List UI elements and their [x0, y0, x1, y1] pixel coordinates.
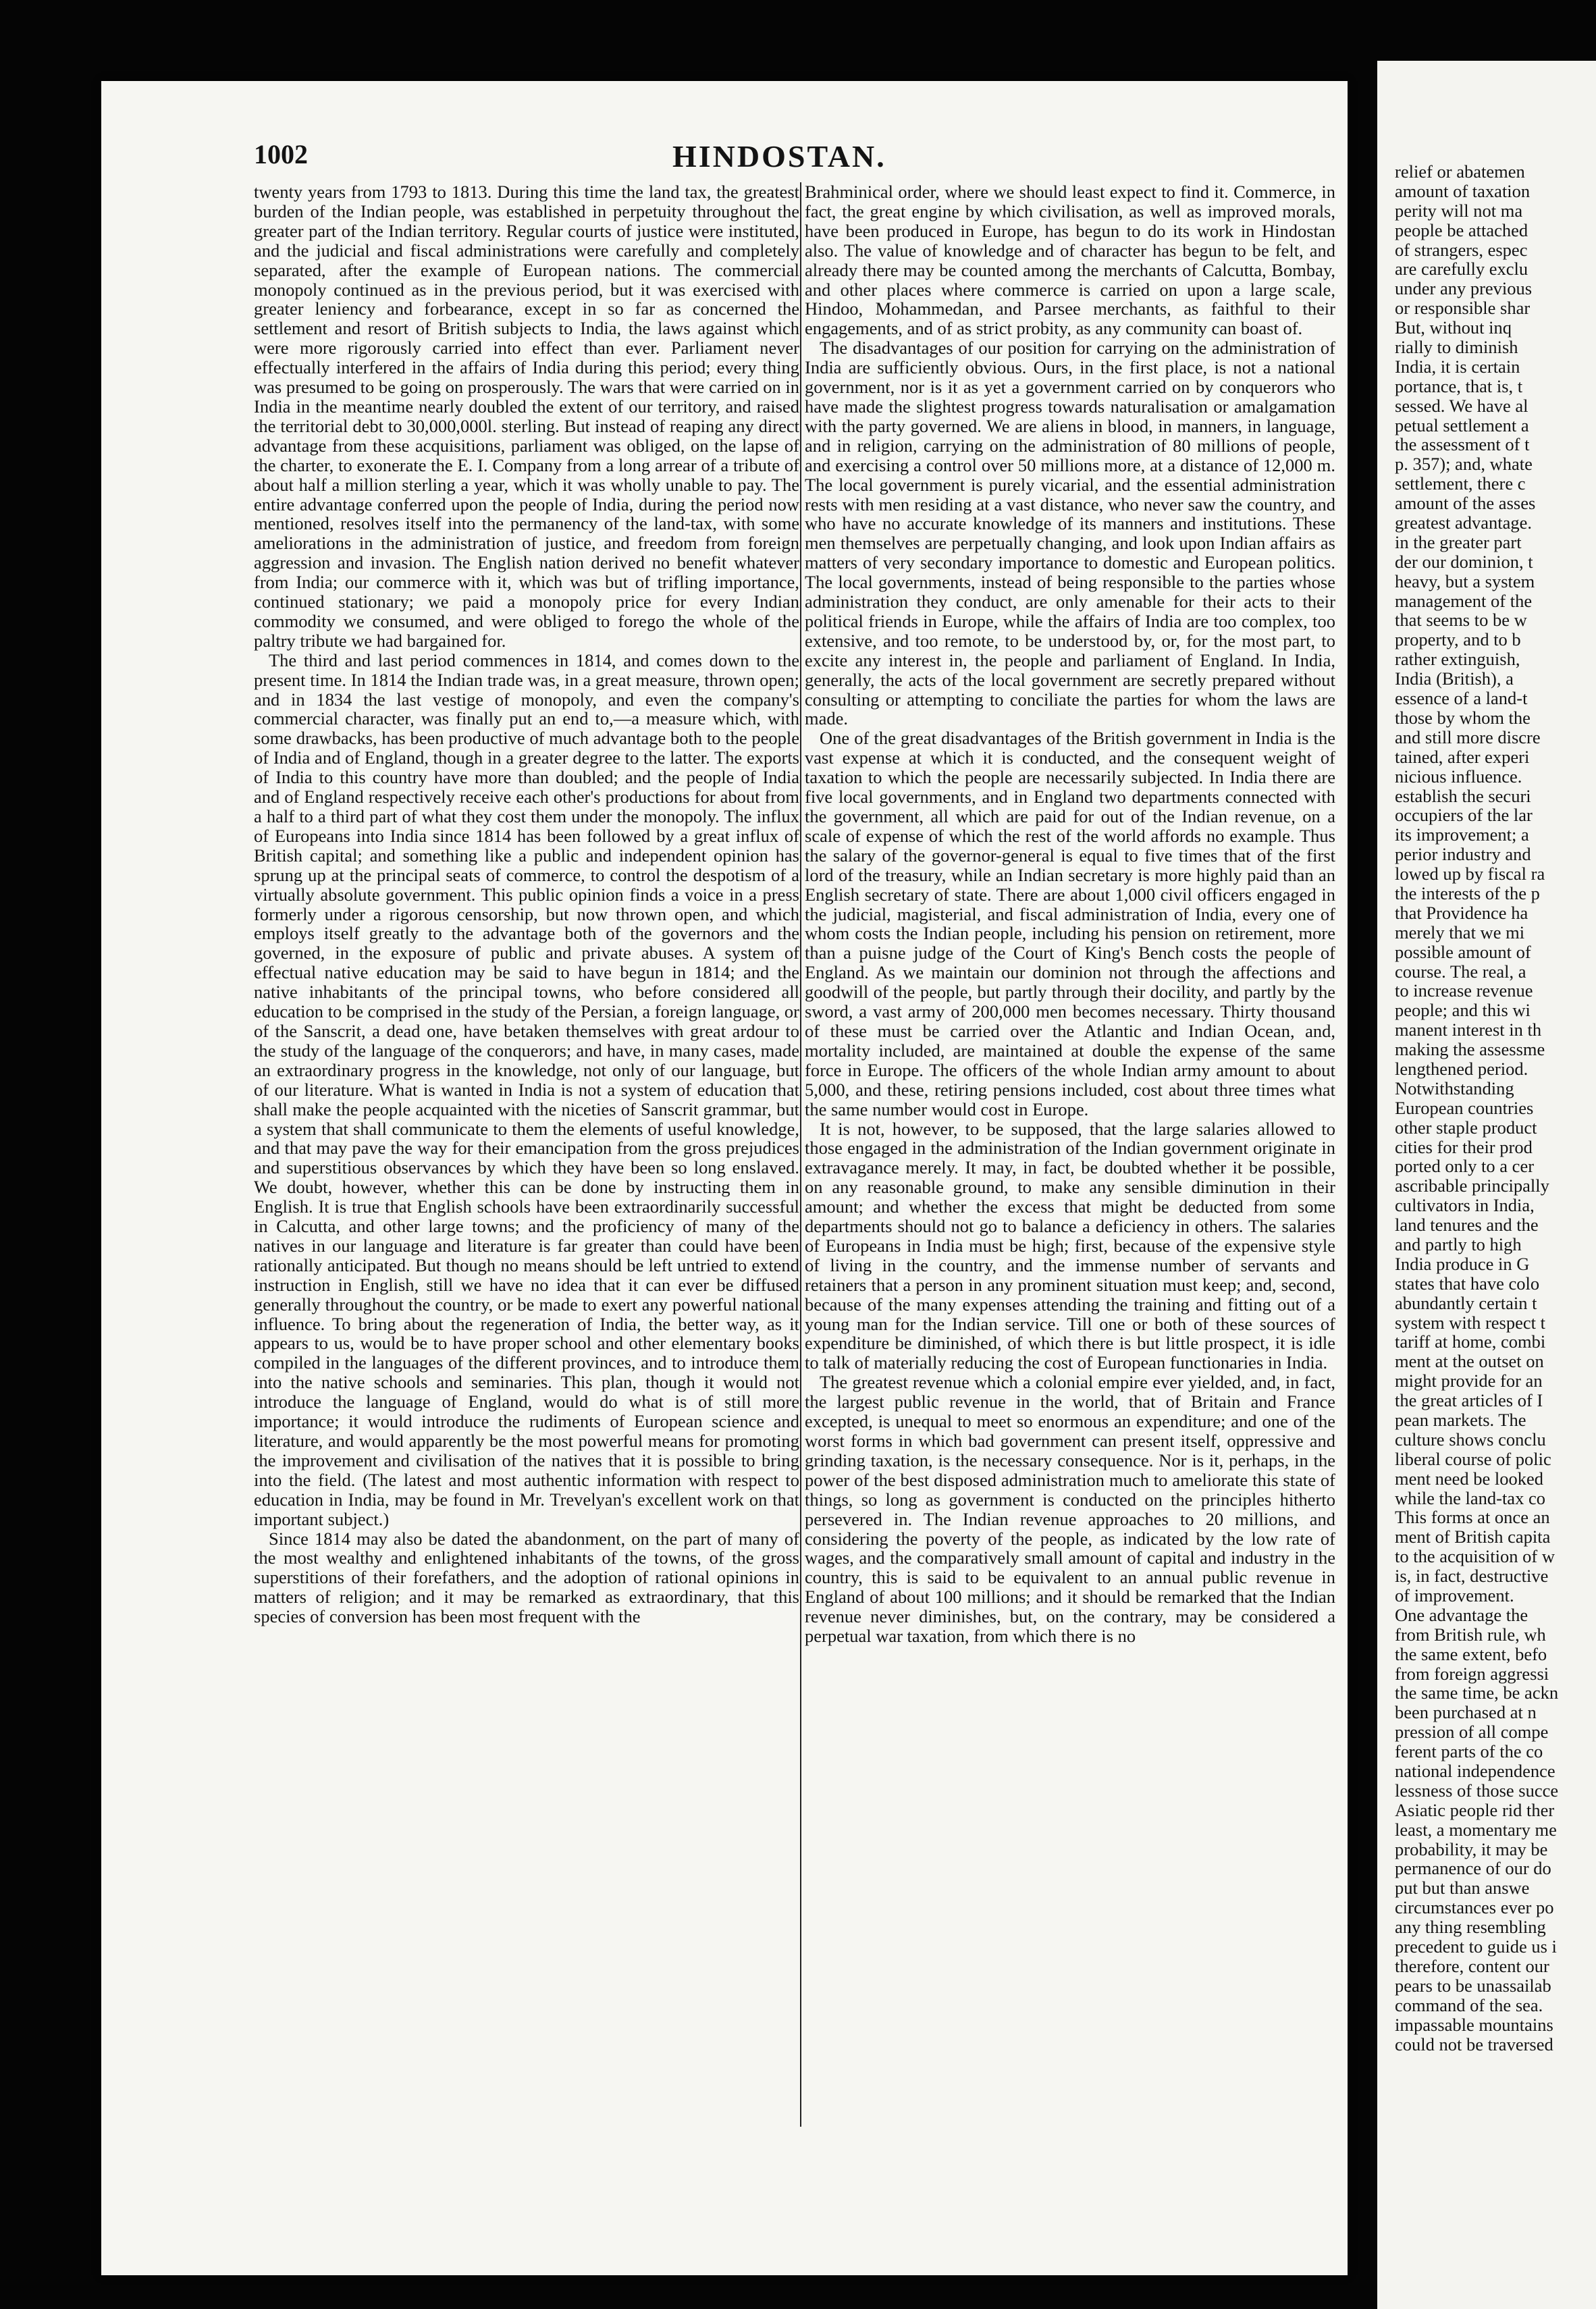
text-line: cities for their prod: [1395, 1136, 1533, 1157]
text-line: precedent to guide us i: [1395, 1936, 1557, 1957]
text-line: European countries: [1395, 1097, 1534, 1118]
text-line: der our dominion, t: [1395, 551, 1533, 572]
page-header: [254, 138, 1334, 179]
text-line: establish the securi: [1395, 785, 1531, 806]
text-line: greatest advantage.: [1395, 512, 1533, 533]
text-line: from foreign aggressi: [1395, 1663, 1549, 1684]
text-line: making the assessme: [1395, 1039, 1545, 1060]
text-line: ferent parts of the co: [1395, 1741, 1543, 1762]
text-line: that seems to be w: [1395, 610, 1527, 631]
text-line: amount of the asses: [1395, 493, 1536, 514]
text-line: culture shows conclu: [1395, 1429, 1546, 1450]
paragraph: Brahminical order, where we should least expect to find it. Commerce, in fact, the great engine by which civilisation, as well as improved morals, have been produced in Europe, has begun to do its work in Hindostan also. The value of knowledge and of character has begun to be felt, and already there may be counted among the merchants of Calcutta, Bombay, and other places where commerce is carried on upon a large scale, Hindoo, Mohammedan, and Parsee merchants, as faithful to their engagements, and of as strict probity, as any community can boast of.: [805, 182, 1335, 339]
text-line: heavy, but a system: [1395, 570, 1535, 591]
text-column-right: [805, 182, 1335, 2133]
text-line: ascribable principally: [1395, 1175, 1549, 1196]
text-line: those by whom the: [1395, 707, 1531, 728]
text-line: ment at the outset on: [1395, 1351, 1544, 1372]
text-line: that Providence ha: [1395, 902, 1528, 923]
text-line: people; and this wi: [1395, 1000, 1531, 1021]
text-line: cultivators in India,: [1395, 1195, 1535, 1216]
facing-page-text: [1395, 162, 1596, 2054]
text-line: India, it is certain: [1395, 356, 1520, 377]
text-line: to increase revenue: [1395, 980, 1533, 1001]
text-line: from British rule, wh: [1395, 1624, 1546, 1645]
running-title: HINDOSTAN.: [672, 139, 886, 174]
text-line: liberal course of polic: [1395, 1448, 1551, 1469]
text-line: the same time, be ackn: [1395, 1682, 1559, 1703]
text-line: occupiers of the lar: [1395, 805, 1533, 826]
paragraph: The disadvantages of our position for carrying on the administration of India are sufficiently obvious. Ours, in the first place, is not a national government, nor is it as yet a government carried on by conquerors who have made the slightest progress towards naturalisation or amalgamation with the party governed. We are aliens in blood, in manners, in language, and in religion, carrying on the administration of 80 millions of people, and exercising a control over 50 millions more, at a distance of 12,000 m. The local government is purely vicarial, and the essential administration rests with men residing at a vast distance, who never saw the country, and who have no accurate knowledge of its manners and institutions. These men themselves are perpetually changing, and look upon Indian affairs as matters of very secondary importance to domestic and European politics. The local governments, instead of being responsible to the parties whose administration they conduct, are only amenable for their acts to their political friends in Europe, while the affairs of India are too complex, too extensive, and too remote, to be understood by, or, for the most part, to excite any interest in, the people and parliament of England. In India, generally, the acts of the local government are secretly prepared without consulting or attempting to conciliate the parties for whom the laws are made.: [805, 338, 1335, 729]
text-line: while the land-tax co: [1395, 1487, 1545, 1508]
text-line: probability, it may be: [1395, 1838, 1548, 1859]
text-line: merely that we mi: [1395, 922, 1525, 943]
text-line: and partly to high: [1395, 1233, 1522, 1254]
text-line: is, in fact, destructive: [1395, 1566, 1549, 1587]
text-line: therefore, content our: [1395, 1955, 1549, 1976]
text-line: sessed. We have al: [1395, 395, 1528, 416]
text-line: lowed up by fiscal ra: [1395, 864, 1545, 884]
text-line: amount of taxation: [1395, 180, 1531, 201]
text-line: lessness of those succe: [1395, 1780, 1559, 1801]
text-line: pression of all compe: [1395, 1722, 1549, 1743]
text-line: and still more discre: [1395, 726, 1541, 747]
facing-page-fragment: [1377, 61, 1596, 2309]
text-line: perity will not ma: [1395, 200, 1523, 221]
text-line: might provide for an: [1395, 1371, 1543, 1391]
paragraph: The third and last period commences in 1814, and comes down to the present time. In 1814 the Indian trade was, in a great measure, thrown open; and in 1834 the last vestige of monopoly, and even the company's commercial character, was finally put an end to,—a measure which, with some drawbacks, has been productive of much advantage both to the people of India and of England, though in a greater degree to the latter. The exports of India to this country have more than doubled; and the people of India and of England respectively receive each other's productions for about from a half to a third part of what they cost them under the monopoly. The influx of Europeans into India since 1814 has been followed by a great influx of British capital; and something like a public and independent opinion has sprung up at the principal seats of commerce, to control the despotism of a virtually absolute government. This public opinion finds a voice in a press formerly under a rigorous censorship, but now thrown open, and which employs itself greatly to the advantage both of the governors and the governed, in the exposure of public and private abuses. A system of effectual native education may be said to have begun in 1814; and the native inhabitants of the principal towns, who before considered all education to be comprised in the study of the Persian, a foreign language, or of the Sanscrit, a dead one, have betaken themselves with great ardour to the study of the language of the conquerors; and have, in many cases, made an extraordinary progress in the knowledge, not only of our language, but of our literature. What is wanted in India is not a system of education that shall make the people acquainted with the niceties of Sanscrit grammar, but a system that shall communicate to them the elements of useful knowledge, and that may pave the way for their emancipation from the gross prejudices and superstitious observances by which they have been so long enslaved. We doubt, however, whether this can be done by instructing them in English. It is true that English schools have been extraordinarily successful in Calcutta, and other large towns; and the proficiency of many of the natives in our language and literature is far greater than could have been rationally anticipated. But though no means should be left untried to extend instruction in English, still we have no idea that it can ever be diffused generally throughout the country, or be made to exert any powerful national influence. To bring about the regeneration of India, the better way, as it appears to us, would be to have proper school and other elementary books compiled in the languages of the different provinces, and to introduce them into the native schools and seminaries. This plan, though it would not introduce the language of England, would do what is of still more importance; it would introduce the rudiments of European science and literature, and would apparently be the most powerful means for promoting the improvement and civilisation of the natives that it is possible to bring into the field. (The latest and most authentic information with respect to education in India, may be found in Mr. Trevelyan's excellent work on that important subject.): [254, 649, 799, 1529]
text-line: possible amount of: [1395, 941, 1531, 962]
text-line: any thing resembling: [1395, 1917, 1546, 1938]
text-line: rially to diminish: [1395, 337, 1518, 358]
text-line: states that have colo: [1395, 1273, 1540, 1294]
text-line: ment need be looked: [1395, 1468, 1544, 1489]
text-line: property, and to b: [1395, 629, 1521, 650]
text-line: settlement, there c: [1395, 473, 1526, 494]
text-line: put but than answe: [1395, 1878, 1530, 1899]
text-line: ported only to a cer: [1395, 1156, 1535, 1177]
text-line: its improvement; a: [1395, 824, 1529, 845]
text-line: least, a momentary me: [1395, 1819, 1557, 1840]
paragraph: Since 1814 may also be dated the abandonment, on the part of many of the most wealthy and enlightened inhabitants of the towns, of the gross superstitions of their forefathers, and the adoption of rational opinions in matters of religion; and it may be remarked as extraordinary, that this species of conversion has been most frequent with the: [254, 1528, 799, 1627]
text-line: pears to be unassailab: [1395, 1975, 1551, 1996]
text-line: the great articles of I: [1395, 1390, 1543, 1411]
paragraph: twenty years from 1793 to 1813. During this time the land tax, the greatest burden of the Indian people, was established in perpetuity throughout the greater part of the Indian territory. Regular courts of justice were instituted, and the judicial and fiscal administrations were carefully and completely separated, after the example of European nations. The commercial monopoly continued as in the previous period, but it was exercised with greater leniency and forbearance, except in so far as concerned the settlement and resort of British subjects to India, the laws against which were more rigorously carried into effect than ever. Parliament never effectually interfered in the affairs of India during this period; every thing was presumed to be going on prosperously. The wars that were carried on in India in the meantime nearly doubled the extent of our territory, and raised the territorial debt to 30,000,000l. sterling. But instead of reaping any direct advantage from these acquisitions, parliament was obliged, on the lapse of the charter, to exonerate the E. I. Company from a long arrear of a tribute of about half a million sterling a year, which it was wholly unable to pay. The entire advantage conferred upon the people of India, during the period now mentioned, resolves itself into the permanency of the land-tax, with some ameliorations in the administration of justice, and freedom from foreign aggression and invasion. The English nation derived no benefit whatever from India; our commerce with it, which was but of trifling importance, continued stationary; we paid a monopoly price for every Indian commodity we consumed, and were obliged to forego the whole of the paltry tribute we had bargained for.: [254, 182, 799, 651]
text-line: perior industry and: [1395, 844, 1531, 865]
text-line: permanence of our do: [1395, 1858, 1551, 1879]
text-line: abundantly certain t: [1395, 1292, 1537, 1313]
text-column-left: [254, 182, 799, 2133]
text-line: national independence: [1395, 1761, 1555, 1782]
column-divider: [800, 182, 801, 2127]
text-line: under any previous: [1395, 278, 1533, 299]
text-line: petual settlement a: [1395, 415, 1529, 435]
text-line: the same extent, befo: [1395, 1643, 1547, 1664]
text-line: impassable mountains: [1395, 2014, 1553, 2035]
text-line: One advantage the: [1395, 1604, 1528, 1625]
text-line: Notwithstanding: [1395, 1078, 1514, 1098]
text-line: relief or abatemen: [1395, 161, 1525, 182]
paragraph: The greatest revenue which a colonial empire ever yielded, and, in fact, the largest public revenue in the world, that of Britain and France excepted, is unequal to meet so enormous an expenditure; and one of the worst forms in which bad government can present itself, oppressive and grinding taxation, is the necessary consequence. Nor is it, perhaps, in the power of the best disposed administration much to ameliorate this state of things, so long as government is conducted on the principles hitherto persevered in. The Indian revenue approaches to 20 millions, and considering the poverty of the people, as indicated by the low rate of wages, and the comparatively small amount of capital and industry in the country, this is said to be equivalent to an annual public revenue in England of about 100 millions; and it should be remarked that the Indian revenue never diminishes, but, on the contrary, may be considered a perpetual war taxation, from which there is no: [805, 1372, 1335, 1647]
text-line: the interests of the p: [1395, 882, 1540, 903]
text-line: been purchased at n: [1395, 1702, 1537, 1723]
text-line: are carefully exclu: [1395, 259, 1528, 280]
text-line: manent interest in th: [1395, 1019, 1542, 1040]
text-line: India produce in G: [1395, 1253, 1530, 1274]
text-line: tained, after experi: [1395, 746, 1530, 767]
text-line: system with respect t: [1395, 1312, 1545, 1333]
text-line: tariff at home, combi: [1395, 1331, 1546, 1352]
text-line: rather extinguish,: [1395, 649, 1520, 670]
text-line: course. The real, a: [1395, 961, 1526, 982]
paragraph: One of the great disadvantages of the British government in India is the vast expense at which it is conducted, and the consequent weight of taxation to which the people are necessarily subjected. In India there are five local governments, and in England two departments connected with the government, all which are paid for out of the Indian revenue, on a scale of expense of which the rest of the world affords no example. Thus the salary of the governor-general is equal to five times that of the first lord of the treasury, while an Indian secretary is more highly paid than an English secretary of state. There are about 1,000 civil officers engaged in the judicial, magisterial, and fiscal administration of India, every one of whom costs the Indian people, including his pension on retirement, more than a puisne judge of the Court of King's Bench costs the people of England. As we maintain our dominion not through the affections and goodwill of the people, but partly through their docility, and partly by the sword, a vast army of 200,000 men becomes necessary. Thirty thousand of these must be carried over the Atlantic and Indian Ocean, and, mortality included, are maintained at double the expense of the same force in Europe. The officers of the whole Indian army amount to about 5,000, and these, retiring pensions included, cost about three times what the same number would cost in Europe.: [805, 728, 1335, 1119]
text-line: India (British), a: [1395, 668, 1514, 689]
text-line: in the greater part: [1395, 531, 1522, 552]
text-line: the assessment of t: [1395, 434, 1530, 455]
text-line: portance, that is, t: [1395, 375, 1523, 396]
text-line: of strangers, espec: [1395, 239, 1528, 260]
text-line: p. 357); and, whate: [1395, 454, 1533, 475]
book-page: [101, 81, 1348, 2275]
text-line: But, without inq: [1395, 317, 1512, 338]
text-line: circumstances ever po: [1395, 1897, 1554, 1918]
page-number: 1002: [254, 139, 308, 169]
text-line: of improvement.: [1395, 1585, 1514, 1606]
text-line: nicious influence.: [1395, 766, 1522, 787]
text-line: people be attached: [1395, 219, 1528, 240]
text-line: land tenures and the: [1395, 1215, 1539, 1236]
text-line: ment of British capita: [1395, 1527, 1551, 1547]
paragraph: It is not, however, to be supposed, that the large salaries allowed to those engaged in the administration of the Indian government originate in extravagance merely. It may, in fact, be doubted whether it be possible, on any reasonable ground, to make any sensible diminution in their amount; and whether the excess that might be deducted from some departments should not go to balance a deficiency in others. The salaries of Europeans in India must be high; first, because of the expensive style of living in the country, and the immense number of servants and retainers that a person in any prominent situation must keep; and, second, because of the many expenses attending the training and fitting out of a young man for the Indian service. Till one or both of these sources of expenditure be diminished, of which there is but little prospect, it is idle to talk of materially reducing the cost of European functionaries in India.: [805, 1118, 1335, 1373]
text-line: pean markets. The: [1395, 1410, 1526, 1430]
text-line: command of the sea.: [1395, 1994, 1543, 2015]
text-line: essence of a land-t: [1395, 688, 1528, 709]
text-line: management of the: [1395, 590, 1533, 611]
text-line: other staple product: [1395, 1117, 1537, 1138]
text-line: lengthened period.: [1395, 1058, 1528, 1079]
text-line: Asiatic people rid ther: [1395, 1799, 1555, 1820]
text-line: or responsible shar: [1395, 298, 1531, 319]
text-line: could not be traversed: [1395, 2034, 1553, 2054]
text-line: to the acquisition of w: [1395, 1546, 1555, 1567]
text-line: This forms at once an: [1395, 1507, 1550, 1528]
